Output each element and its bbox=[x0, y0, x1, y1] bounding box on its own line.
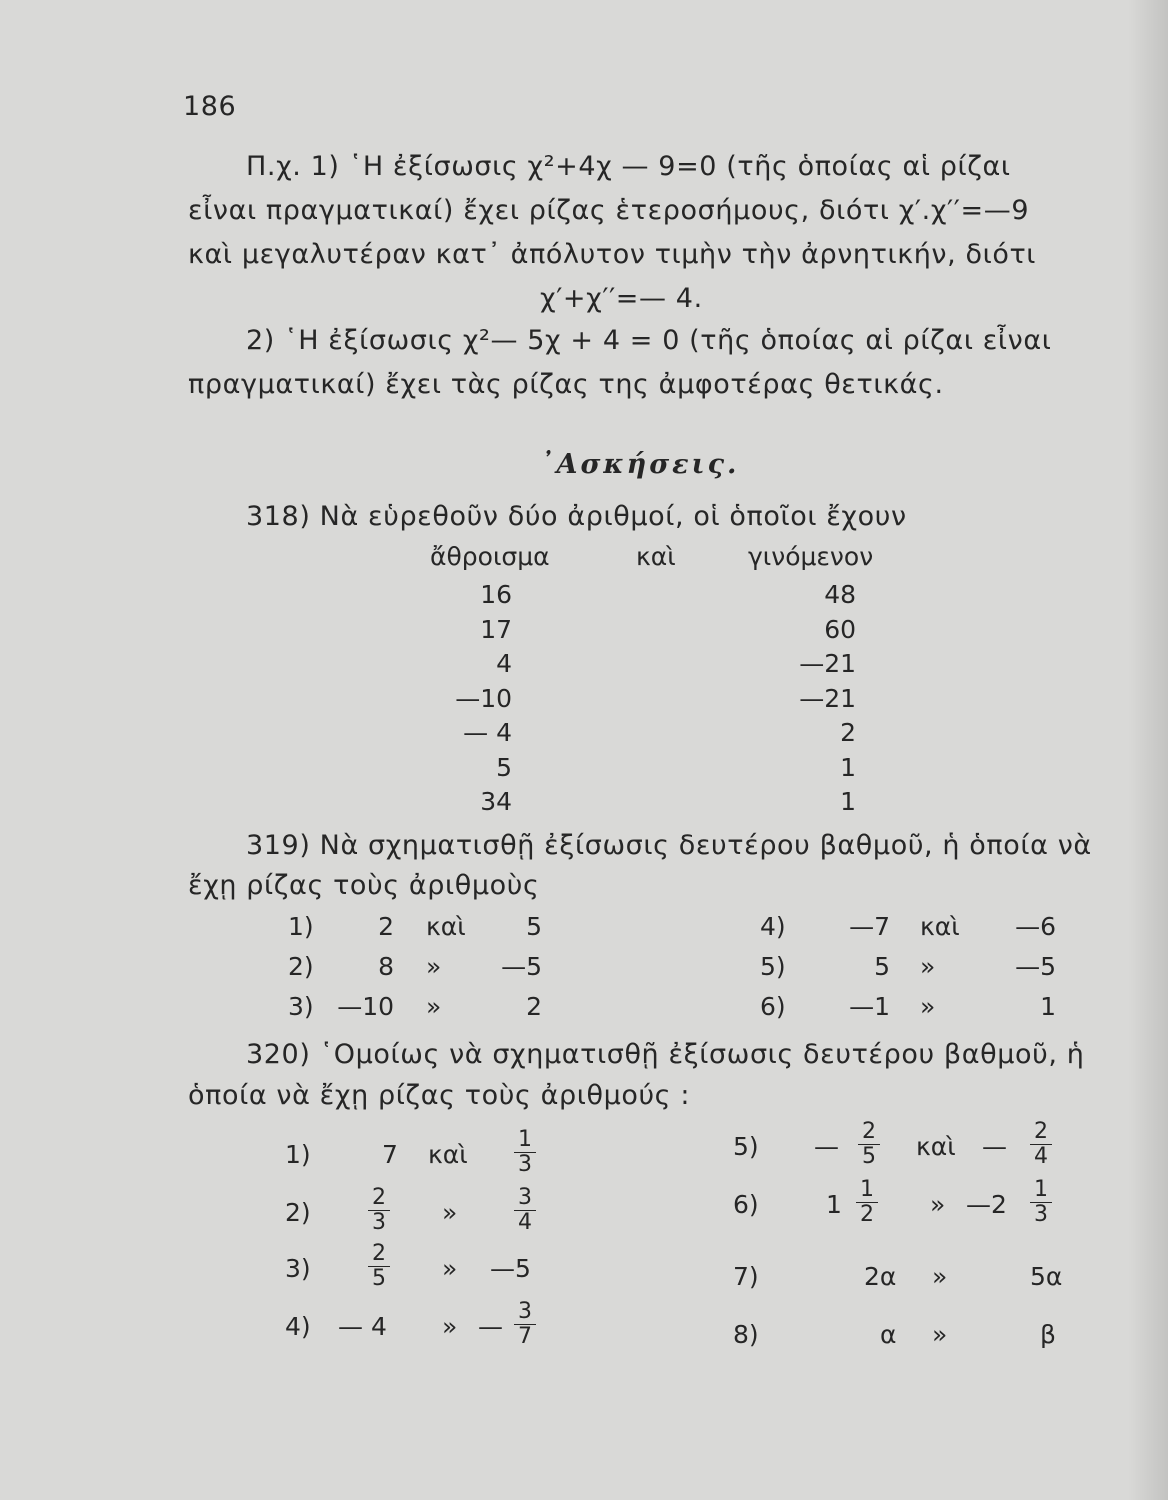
ex320-item-5-sep: καὶ bbox=[916, 1132, 956, 1161]
numerator: 1 bbox=[860, 1177, 874, 1202]
ex320-item-6-b-fraction bbox=[1030, 1178, 1052, 1227]
ex318-product-cell: —21 bbox=[799, 649, 856, 678]
ex320-item-4-number: 4) bbox=[285, 1312, 311, 1341]
ex320-line-1: 320) ῾Ομοίως νὰ σχηματισθῇ ἐξίσωσις δευτέρου βαθμοῦ, ἡ bbox=[246, 1039, 1085, 1070]
ex319-item-b: —6 bbox=[1015, 912, 1056, 941]
ex319-line-2: ἔχῃ ρίζας τοὺς ἀριθμοὺς bbox=[188, 870, 540, 901]
ex318-sum-cell: 17 bbox=[480, 614, 512, 644]
ex319-item-b: 5 bbox=[526, 912, 542, 941]
ex319-item-s: καὶ bbox=[920, 912, 960, 941]
ex320-item-1-b-fraction bbox=[514, 1128, 536, 1177]
numerator: 2 bbox=[372, 1241, 386, 1266]
ex320-item-6-a-whole: 1 bbox=[826, 1190, 842, 1219]
ex320-item-5-b-fraction bbox=[1030, 1120, 1052, 1169]
ex320-item-5-a-fraction bbox=[858, 1120, 880, 1169]
ex319-line-1: 319) Νὰ σχηματισθῇ ἐξίσωσις δευτέρου βαθμοῦ, ἡ ὁποία νὰ bbox=[246, 830, 1092, 861]
denominator: 4 bbox=[1034, 1144, 1048, 1169]
ex318-header-sum: ἄθροισμα bbox=[430, 542, 550, 571]
ex319-item-b: 2 bbox=[526, 992, 542, 1021]
ex320-item-2-sep: » bbox=[442, 1198, 458, 1227]
ex319-item-s: » bbox=[920, 992, 936, 1021]
denominator: 5 bbox=[862, 1144, 876, 1169]
ex320-item-7-b: 5α bbox=[1030, 1262, 1063, 1291]
ex320-item-8-sep: » bbox=[932, 1320, 948, 1349]
denominator: 5 bbox=[372, 1266, 386, 1291]
page-number: 186 bbox=[183, 91, 237, 122]
ex318-text: 318) Νὰ εὑρεθοῦν δύο ἀριθμοί, οἱ ὁποῖοι ἔχουν bbox=[246, 501, 907, 532]
numerator: 2 bbox=[372, 1185, 386, 1210]
ex320-item-8-b: β bbox=[1040, 1320, 1056, 1349]
ex319-item-a: —7 bbox=[849, 912, 890, 941]
ex319-item-n: 1) bbox=[288, 912, 314, 941]
numerator: 2 bbox=[862, 1119, 876, 1144]
ex318-header-and: καὶ bbox=[636, 542, 676, 571]
ex319-item-s: » bbox=[426, 992, 442, 1021]
denominator: 4 bbox=[518, 1210, 532, 1235]
intro-line-6: πραγματικαί) ἔχει τὰς ρίζας της ἀμφοτέρας θετικάς. bbox=[188, 369, 944, 400]
ex318-sum-cell: —10 bbox=[455, 683, 512, 713]
ex318-sum-cell: 16 bbox=[480, 580, 512, 609]
ex319-item-b: —5 bbox=[501, 952, 542, 981]
ex320-item-3-number: 3) bbox=[285, 1254, 311, 1283]
ex320-item-4-b-sign: — bbox=[478, 1312, 503, 1341]
ex320-item-1-sep: καὶ bbox=[428, 1140, 468, 1169]
ex320-item-5-number: 5) bbox=[733, 1132, 759, 1161]
ex320-item-6-b-whole: —2 bbox=[966, 1190, 1007, 1219]
ex319-item-b: —5 bbox=[1015, 952, 1056, 981]
ex320-item-2-number: 2) bbox=[285, 1198, 311, 1227]
ex320-item-4-sep: » bbox=[442, 1312, 458, 1341]
ex319-item-s: καὶ bbox=[426, 912, 466, 941]
ex319-item-s: » bbox=[426, 952, 442, 981]
ex319-item-a: —10 bbox=[337, 992, 394, 1021]
section-title: ᾽Ασκήσεις. bbox=[540, 449, 740, 480]
numerator: 1 bbox=[518, 1127, 532, 1152]
numerator: 1 bbox=[1034, 1177, 1048, 1202]
ex320-item-8-a: α bbox=[880, 1320, 897, 1349]
ex319-item-a: —1 bbox=[849, 992, 890, 1021]
denominator: 3 bbox=[372, 1210, 386, 1235]
ex318-sum-cell: 34 bbox=[480, 787, 512, 816]
ex319-item-a: 2 bbox=[378, 912, 394, 941]
ex319-item-n: 4) bbox=[760, 912, 786, 941]
ex320-item-5-b-sign: — bbox=[982, 1132, 1007, 1161]
ex318-product-cell: 1 bbox=[840, 787, 856, 816]
ex320-item-6-number: 6) bbox=[733, 1190, 759, 1219]
ex320-line-2: ὁποία νὰ ἔχῃ ρίζας τοὺς ἀριθμούς : bbox=[188, 1080, 691, 1111]
ex319-item-n: 5) bbox=[760, 952, 786, 981]
numerator: 2 bbox=[1034, 1119, 1048, 1144]
ex320-item-2-b-fraction bbox=[514, 1186, 536, 1235]
ex320-item-5-a-sign: — bbox=[814, 1132, 839, 1161]
ex320-item-7-number: 7) bbox=[733, 1262, 759, 1291]
ex320-item-7-a: 2α bbox=[864, 1262, 897, 1291]
ex318-header-product: γινόμενον bbox=[748, 542, 874, 571]
ex319-item-n: 2) bbox=[288, 952, 314, 981]
ex319-item-a: 8 bbox=[378, 952, 394, 981]
denominator: 3 bbox=[1034, 1202, 1048, 1227]
ex320-item-6-a-fraction bbox=[856, 1178, 878, 1227]
ex318-product-cell: 48 bbox=[824, 580, 856, 609]
ex318-product-cell: 2 bbox=[840, 718, 856, 747]
ex319-item-s: » bbox=[920, 952, 936, 981]
ex318-sum-cell: 4 bbox=[496, 649, 512, 678]
ex319-item-a: 5 bbox=[874, 952, 890, 981]
ex319-item-n: 3) bbox=[288, 992, 314, 1021]
intro-line-3: καὶ μεγαλυτέραν κατ᾽ ἀπόλυτον τιμὴν τὴν ἀρνητικήν, διότι bbox=[188, 239, 1037, 270]
ex320-item-3-sep: » bbox=[442, 1254, 458, 1283]
ex320-item-8-number: 8) bbox=[733, 1320, 759, 1349]
ex320-item-2-a-fraction bbox=[368, 1186, 390, 1235]
intro-line-4: χ′+χ′′=— 4. bbox=[540, 283, 703, 314]
ex318-product-cell: —21 bbox=[799, 683, 856, 713]
ex319-item-n: 6) bbox=[760, 992, 786, 1021]
intro-line-2: εἶναι πραγματικαί) ἔχει ρίζας ἑτεροσήμους, διότι χ′.χ′′=—9 bbox=[188, 195, 1030, 226]
ex320-item-3-b: —5 bbox=[490, 1254, 531, 1283]
ex318-product-cell: 1 bbox=[840, 752, 856, 782]
ex320-item-1-a: 7 bbox=[382, 1140, 398, 1169]
page-edge-shadow bbox=[1128, 0, 1168, 1500]
ex319-item-b: 1 bbox=[1040, 992, 1056, 1021]
ex318-product-cell: 60 bbox=[824, 614, 856, 644]
ex320-item-7-sep: » bbox=[932, 1262, 948, 1291]
denominator: 3 bbox=[518, 1152, 532, 1177]
intro-line-5: 2) ῾Η ἐξίσωσις χ²— 5χ + 4 = 0 (τῆς ὁποίας αἱ ρίζαι εἶναι bbox=[246, 325, 1052, 356]
intro-line-1: Π.χ. 1) ῾Η ἐξίσωσις χ²+4χ — 9=0 (τῆς ὁποίας αἱ ρίζαι bbox=[246, 151, 1011, 182]
ex320-item-4-a: — 4 bbox=[338, 1312, 387, 1341]
ex318-sum-cell: — 4 bbox=[463, 718, 512, 747]
ex320-item-3-a-fraction bbox=[368, 1242, 390, 1291]
ex320-item-1-number: 1) bbox=[285, 1140, 311, 1169]
numerator: 3 bbox=[518, 1299, 532, 1324]
denominator: 2 bbox=[860, 1202, 874, 1227]
ex318-sum-cell: 5 bbox=[496, 752, 512, 782]
denominator: 7 bbox=[518, 1324, 532, 1349]
ex320-item-4-b-fraction bbox=[514, 1300, 536, 1349]
ex320-item-6-sep: » bbox=[930, 1190, 946, 1219]
numerator: 3 bbox=[518, 1185, 532, 1210]
